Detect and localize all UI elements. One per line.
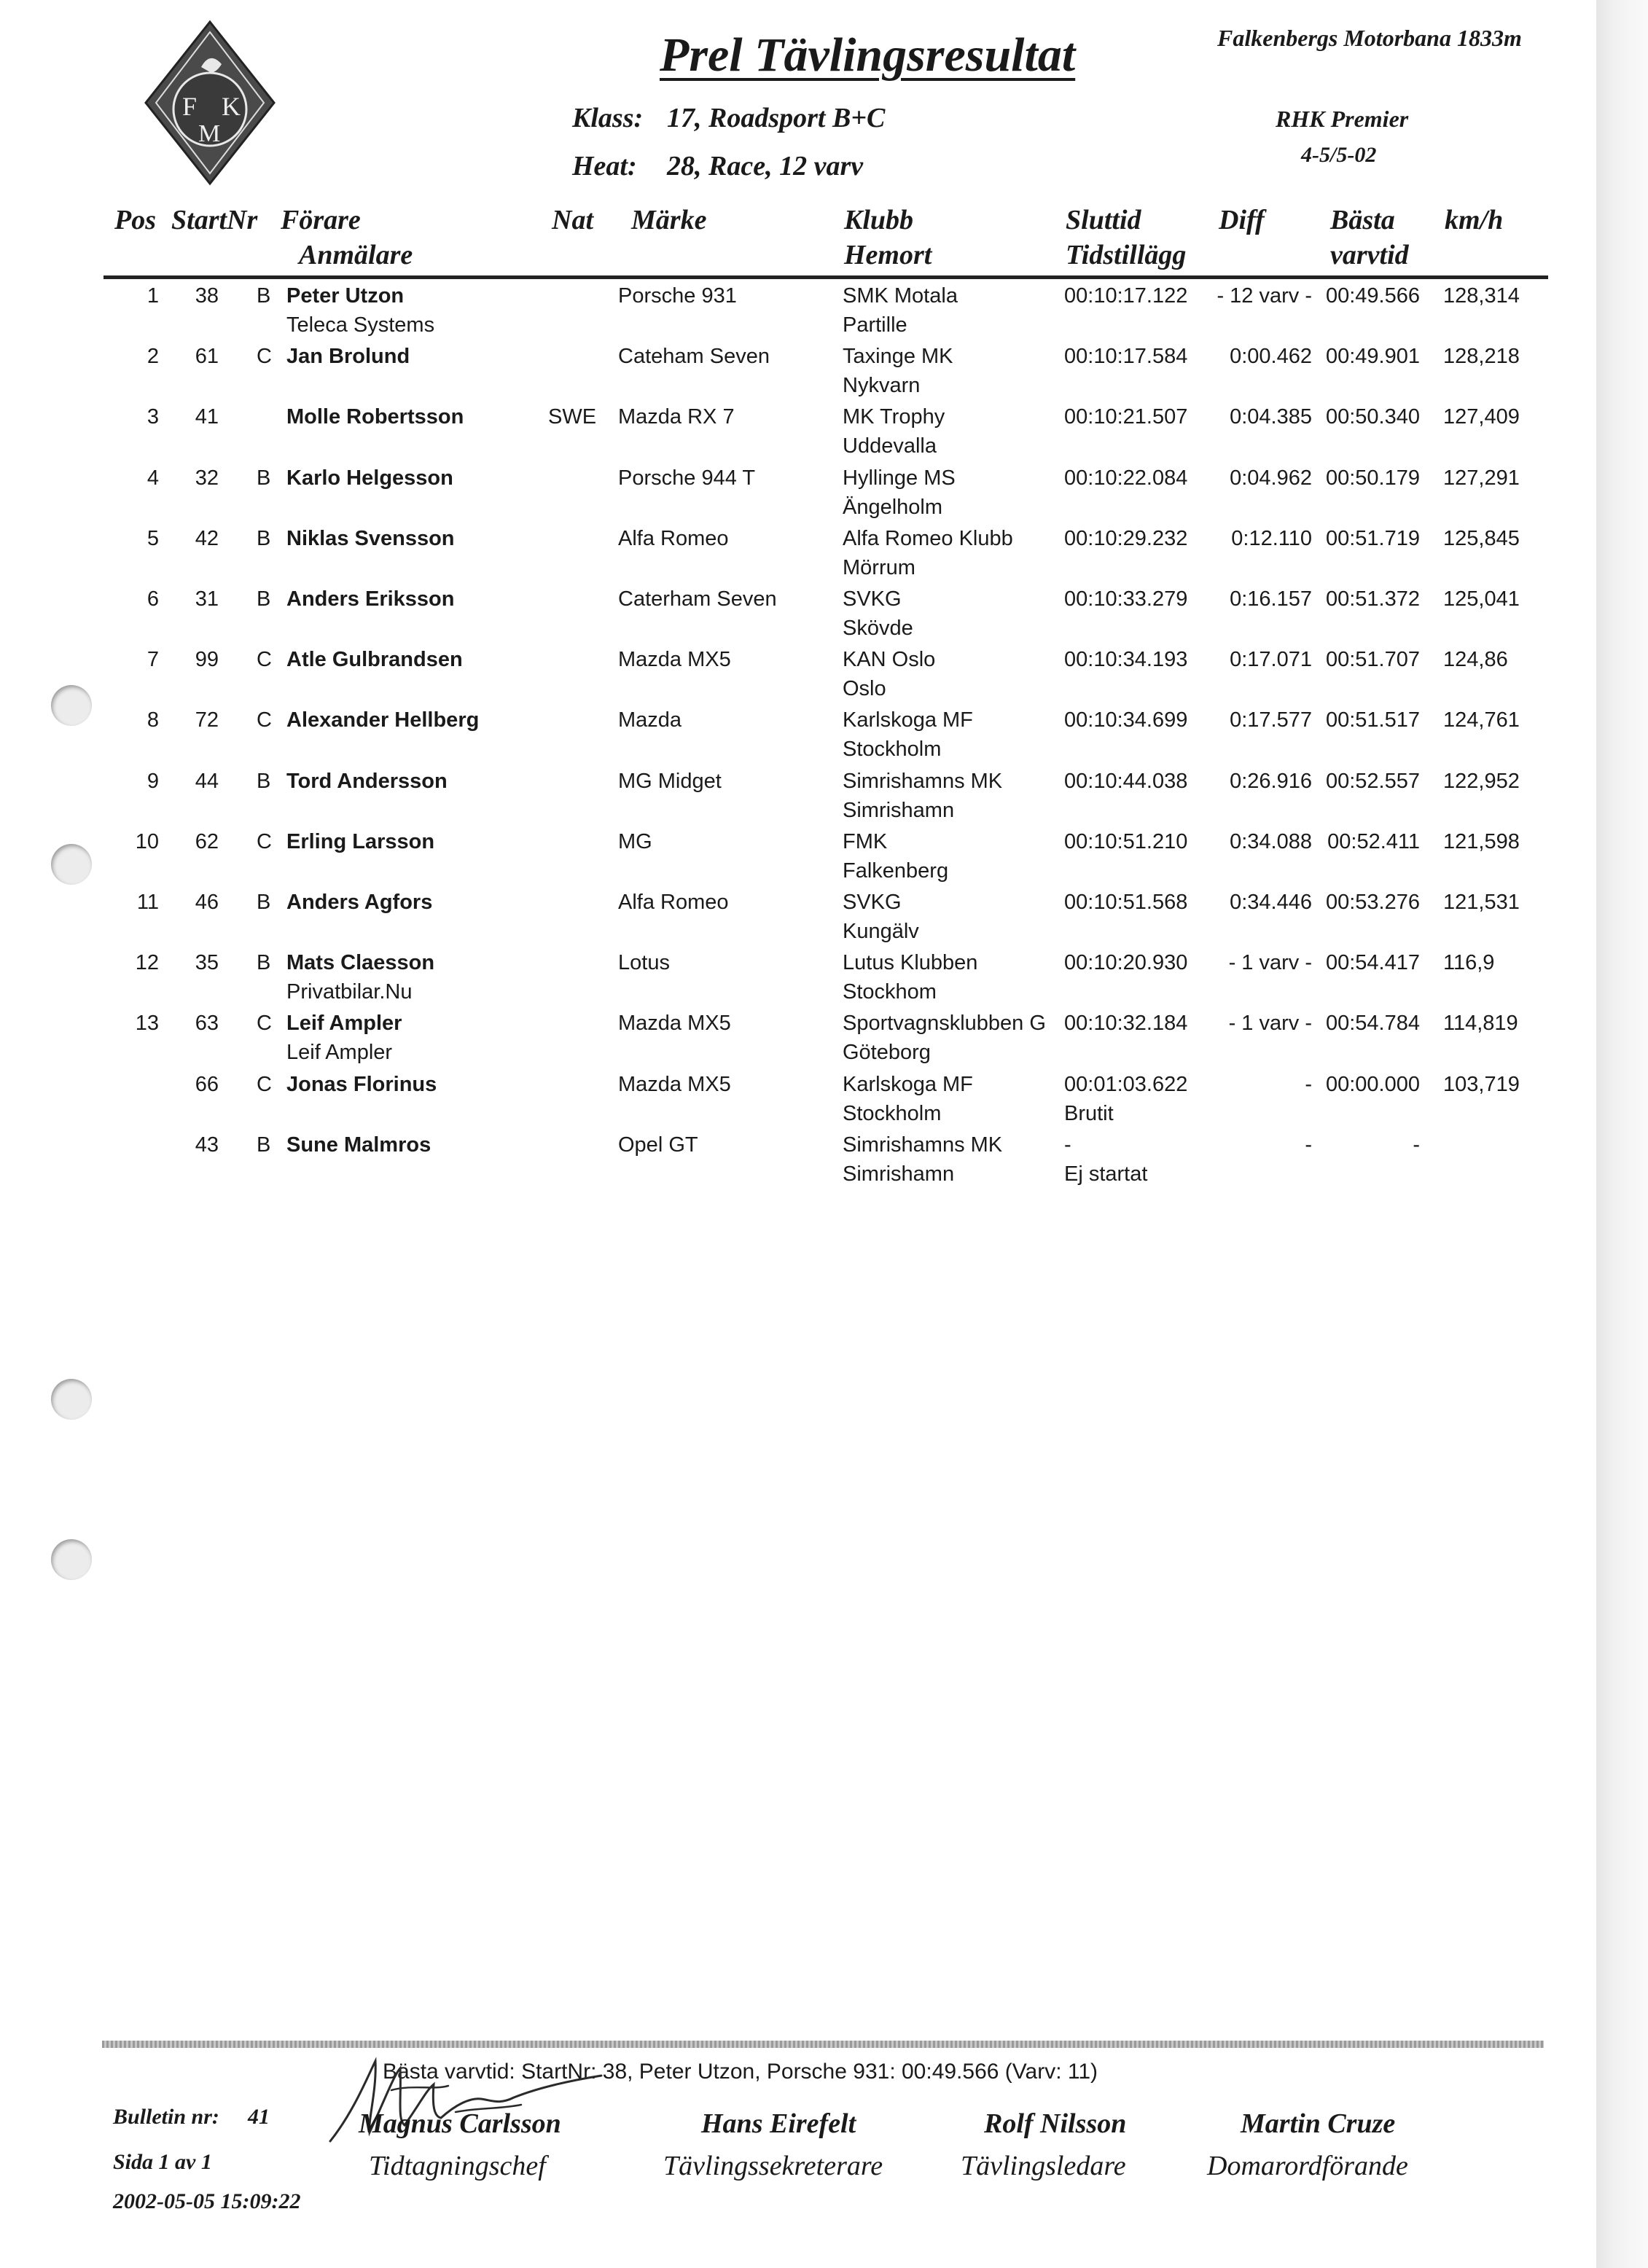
- pos-cell: 13: [135, 1012, 159, 1036]
- sluttid-cell: 00:10:44.038: [1064, 769, 1188, 793]
- kmh-cell: 127,291: [1443, 466, 1520, 490]
- basta-cell: 00:50.340: [1325, 405, 1420, 429]
- punch-hole-4: [51, 1539, 92, 1580]
- kmh-cell: 128,218: [1443, 345, 1520, 369]
- klass-cell: C: [257, 345, 272, 369]
- klass-cell: B: [257, 1133, 271, 1157]
- kmh-cell: 116,9: [1443, 951, 1495, 975]
- page-number: Sida 1 av 1: [113, 2150, 212, 2174]
- basta-cell: 00:52.557: [1325, 769, 1420, 793]
- diff-cell: -: [1305, 1072, 1312, 1096]
- klass-cell: B: [257, 769, 271, 793]
- startnr-cell: 42: [195, 526, 219, 550]
- sluttid-cell: 00:10:34.193: [1064, 648, 1188, 672]
- col-hemort: Hemort: [844, 240, 932, 270]
- marke-cell: Opel GT: [618, 1133, 698, 1157]
- kmh-cell: 125,845: [1443, 526, 1520, 550]
- hemort-cell: Uddevalla: [843, 434, 937, 458]
- klubb-cell: Karlskoga MF: [843, 1072, 973, 1096]
- basta-cell: 00:00.000: [1325, 1072, 1420, 1096]
- event-name: RHK Premier: [1276, 106, 1409, 132]
- col-marke: Märke: [631, 205, 707, 235]
- basta-cell: 00:51.707: [1325, 648, 1420, 672]
- hemort-cell: Simrishamn: [843, 1162, 955, 1186]
- pos-cell: 3: [147, 405, 159, 429]
- klubb-cell: Karlskoga MF: [843, 708, 973, 732]
- marke-cell: Mazda MX5: [618, 1012, 731, 1036]
- kmh-cell: 114,819: [1443, 1012, 1518, 1036]
- col-nat: Nat: [552, 205, 593, 235]
- marke-cell: Lotus: [618, 951, 670, 975]
- driver-cell: Karlo Helgesson: [286, 466, 453, 490]
- klubb-cell: SVKG: [843, 587, 902, 611]
- event-date: 4-5/5-02: [1301, 143, 1377, 167]
- diff-cell: 0:12.110: [1231, 526, 1312, 550]
- kmh-cell: 122,952: [1443, 769, 1520, 793]
- sluttid-cell: 00:10:51.568: [1064, 891, 1188, 914]
- diff-cell: - 12 varv -: [1217, 284, 1312, 308]
- tillagg-cell: Ej startat: [1064, 1162, 1148, 1186]
- sluttid-cell: 00:10:33.279: [1064, 587, 1188, 611]
- pos-cell: 11: [136, 891, 159, 914]
- hemort-cell: Partille: [843, 313, 907, 337]
- basta-cell: 00:49.901: [1325, 345, 1420, 369]
- fastest-lap-text: Bästa varvtid: StartNr: 38, Peter Utzon, Porsche 931: 00:49.566 (Varv: 11): [383, 2060, 1098, 2084]
- marke-cell: MG Midget: [618, 769, 722, 793]
- table-row: [0, 466, 1596, 527]
- entrant-cell: Teleca Systems: [286, 313, 435, 337]
- klass-cell: B: [257, 951, 271, 975]
- col-anmalare: Anmälare: [299, 240, 413, 270]
- pos-cell: 12: [135, 951, 159, 975]
- diff-cell: 0:16.157: [1230, 587, 1312, 611]
- hemort-cell: Mörrum: [843, 555, 915, 579]
- driver-cell: Alexander Hellberg: [286, 708, 480, 732]
- driver-cell: Mats Claesson: [286, 951, 435, 975]
- hemort-cell: Falkenberg: [843, 859, 949, 883]
- driver-cell: Sune Malmros: [286, 1133, 431, 1157]
- hemort-cell: Stockholm: [843, 738, 942, 762]
- diff-cell: 0:26.916: [1230, 769, 1312, 793]
- diff-cell: - 1 varv -: [1228, 1012, 1312, 1036]
- startnr-cell: 61: [195, 345, 219, 369]
- klubb-cell: SMK Motala: [843, 284, 958, 308]
- sluttid-cell: 00:10:29.232: [1064, 526, 1188, 550]
- sluttid-cell: 00:10:21.507: [1064, 405, 1188, 429]
- startnr-cell: 41: [195, 405, 219, 429]
- table-row: [0, 770, 1596, 830]
- startnr-cell: 38: [195, 284, 219, 308]
- klass-cell: B: [257, 587, 271, 611]
- marke-cell: MG: [618, 829, 652, 853]
- entrant-cell: Privatbilar.Nu: [286, 980, 413, 1004]
- sluttid-cell: 00:10:22.084: [1064, 466, 1188, 490]
- hemort-cell: Oslo: [843, 677, 886, 701]
- kmh-cell: 128,314: [1443, 284, 1520, 308]
- klubb-cell: KAN Oslo: [843, 648, 936, 672]
- driver-cell: Peter Utzon: [286, 284, 405, 308]
- logo-letter-k: K: [222, 92, 241, 121]
- col-varvtid: varvtid: [1330, 240, 1409, 270]
- punch-hole-3: [51, 1379, 92, 1420]
- logo-letter-f: F: [182, 92, 198, 121]
- diff-cell: 0:04.385: [1230, 405, 1312, 429]
- page-title: Prel Tävlingsresultat: [660, 28, 1076, 82]
- col-kmh: km/h: [1445, 205, 1504, 235]
- startnr-cell: 66: [195, 1072, 219, 1096]
- table-row: [0, 1012, 1596, 1072]
- kmh-cell: 103,719: [1443, 1072, 1520, 1096]
- bulletin-number: 41: [248, 2105, 270, 2129]
- pos-cell: 7: [147, 648, 159, 672]
- official-name-4: Martin Cruze: [1241, 2108, 1396, 2139]
- pos-cell: 2: [147, 345, 159, 369]
- fkm-logo-icon: [143, 19, 277, 187]
- klubb-cell: SVKG: [843, 891, 902, 914]
- marke-cell: Mazda MX5: [618, 1072, 731, 1096]
- table-row: [0, 345, 1596, 405]
- marke-cell: Mazda: [618, 708, 682, 732]
- table-row: [0, 405, 1596, 466]
- marke-cell: Alfa Romeo: [618, 526, 729, 550]
- official-title-2: Tävlingssekreterare: [663, 2151, 883, 2181]
- official-name-3: Rolf Nilsson: [984, 2108, 1127, 2139]
- entrant-cell: Leif Ampler: [286, 1041, 393, 1065]
- table-row: [0, 830, 1596, 891]
- klass-cell: C: [257, 1072, 272, 1096]
- basta-cell: 00:51.372: [1325, 587, 1420, 611]
- kmh-cell: 124,86: [1443, 648, 1508, 672]
- tillagg-cell: Brutit: [1064, 1101, 1114, 1125]
- hemort-cell: Kungälv: [843, 920, 919, 943]
- table-row: [0, 891, 1596, 951]
- klass-cell: B: [257, 891, 271, 914]
- marke-cell: Porsche 944 T: [618, 466, 756, 490]
- startnr-cell: 46: [195, 891, 219, 914]
- basta-cell: 00:54.784: [1325, 1012, 1420, 1036]
- pos-cell: 9: [147, 769, 159, 793]
- col-forare: Förare: [281, 205, 361, 235]
- bulletin-label: Bulletin nr:: [113, 2105, 219, 2129]
- klass-label: Klass:: [572, 103, 644, 133]
- driver-cell: Tord Andersson: [286, 769, 448, 793]
- basta-cell: 00:52.411: [1327, 829, 1420, 853]
- page-edge-shadow: [1596, 0, 1648, 2268]
- diff-cell: 0:34.088: [1230, 829, 1312, 853]
- table-row: [0, 587, 1596, 648]
- pos-cell: 8: [147, 708, 159, 732]
- heat-label: Heat:: [572, 151, 637, 181]
- sluttid-cell: 00:10:17.584: [1064, 345, 1188, 369]
- hemort-cell: Simrishamn: [843, 798, 955, 822]
- driver-cell: Jan Brolund: [286, 345, 410, 369]
- startnr-cell: 99: [195, 648, 219, 672]
- table-row: [0, 708, 1596, 769]
- basta-cell: 00:50.179: [1325, 466, 1420, 490]
- kmh-cell: 121,531: [1443, 891, 1520, 914]
- startnr-cell: 31: [195, 587, 219, 611]
- klass-cell: C: [257, 648, 272, 672]
- hemort-cell: Göteborg: [843, 1041, 931, 1065]
- diff-cell: 0:17.071: [1230, 648, 1312, 672]
- header-rule: [104, 275, 1548, 279]
- basta-cell: 00:51.719: [1325, 526, 1420, 550]
- startnr-cell: 32: [195, 466, 219, 490]
- footer-rule: [102, 2041, 1544, 2048]
- klubb-cell: Lutus Klubben: [843, 951, 978, 975]
- driver-cell: Leif Ampler: [286, 1012, 402, 1036]
- klass-cell: C: [257, 1012, 272, 1036]
- sluttid-cell: -: [1064, 1133, 1071, 1157]
- marke-cell: Mazda MX5: [618, 648, 731, 672]
- kmh-cell: 121,598: [1443, 829, 1520, 853]
- driver-cell: Anders Agfors: [286, 891, 433, 914]
- kmh-cell: 127,409: [1443, 405, 1520, 429]
- kmh-cell: 124,761: [1443, 708, 1520, 732]
- hemort-cell: Ängelholm: [843, 495, 943, 519]
- klass-value: 17, Roadsport B+C: [667, 103, 886, 133]
- marke-cell: Caterham Seven: [618, 587, 777, 611]
- table-row: [0, 648, 1596, 708]
- driver-cell: Anders Eriksson: [286, 587, 455, 611]
- startnr-cell: 62: [195, 829, 219, 853]
- pos-cell: 6: [147, 587, 159, 611]
- col-diff: Diff: [1219, 205, 1265, 235]
- heat-value: 28, Race, 12 varv: [667, 151, 864, 181]
- hemort-cell: Stockhom: [843, 980, 937, 1004]
- startnr-cell: 35: [195, 951, 219, 975]
- table-row: [0, 527, 1596, 587]
- table-row: [0, 1133, 1596, 1194]
- hemort-cell: Skövde: [843, 617, 913, 640]
- klass-cell: C: [257, 829, 272, 853]
- col-tidstillagg: Tidstillägg: [1066, 240, 1187, 270]
- driver-cell: Erling Larsson: [286, 829, 435, 853]
- pos-cell: 4: [147, 466, 159, 490]
- hemort-cell: Stockholm: [843, 1101, 942, 1125]
- basta-cell: 00:53.276: [1325, 891, 1420, 914]
- klubb-cell: FMK: [843, 829, 888, 853]
- klubb-cell: Simrishamns MK: [843, 769, 1003, 793]
- marke-cell: Porsche 931: [618, 284, 737, 308]
- marke-cell: Mazda RX 7: [618, 405, 735, 429]
- pos-cell: 10: [135, 829, 159, 853]
- print-timestamp: 2002-05-05 15:09:22: [113, 2189, 301, 2213]
- col-klubb: Klubb: [844, 205, 914, 235]
- sluttid-cell: 00:10:20.930: [1064, 951, 1188, 975]
- basta-cell: -: [1413, 1133, 1420, 1157]
- sluttid-cell: 00:10:17.122: [1064, 284, 1188, 308]
- diff-cell: 0:17.577: [1230, 708, 1312, 732]
- klubb-cell: Sportvagnsklubben G: [843, 1012, 1046, 1036]
- startnr-cell: 44: [195, 769, 219, 793]
- basta-cell: 00:49.566: [1325, 284, 1420, 308]
- startnr-cell: 72: [195, 708, 219, 732]
- startnr-cell: 63: [195, 1012, 219, 1036]
- kmh-cell: 125,041: [1443, 587, 1520, 611]
- klass-cell: B: [257, 466, 271, 490]
- sluttid-cell: 00:10:51.210: [1064, 829, 1188, 853]
- driver-cell: Jonas Florinus: [286, 1072, 437, 1096]
- official-name-1: Magnus Carlsson: [359, 2108, 561, 2139]
- marke-cell: Alfa Romeo: [618, 891, 729, 914]
- diff-cell: -: [1305, 1133, 1312, 1157]
- official-title-1: Tidtagningschef: [369, 2151, 546, 2181]
- klubb-cell: Alfa Romeo Klubb: [843, 526, 1013, 550]
- klubb-cell: Taxinge MK: [843, 345, 953, 369]
- klubb-cell: Hyllinge MS: [843, 466, 956, 490]
- logo-letter-m: M: [198, 120, 221, 147]
- klass-cell: B: [257, 284, 271, 308]
- klubb-cell: MK Trophy: [843, 405, 945, 429]
- col-sluttid: Sluttid: [1066, 205, 1141, 235]
- diff-cell: 0:34.446: [1230, 891, 1312, 914]
- klass-cell: C: [257, 708, 272, 732]
- driver-cell: Niklas Svensson: [286, 526, 455, 550]
- hemort-cell: Nykvarn: [843, 374, 921, 398]
- official-title-3: Tävlingsledare: [961, 2151, 1126, 2181]
- diff-cell: 0:00.462: [1230, 345, 1312, 369]
- diff-cell: 0:04.962: [1230, 466, 1312, 490]
- sluttid-cell: 00:01:03.622: [1064, 1072, 1188, 1096]
- table-row: [0, 1073, 1596, 1133]
- klass-cell: B: [257, 526, 271, 550]
- col-pos: Pos: [114, 205, 156, 235]
- official-title-4: Domarordförande: [1207, 2151, 1408, 2181]
- col-startnr: StartNr: [171, 205, 258, 235]
- diff-cell: - 1 varv -: [1228, 951, 1312, 975]
- driver-cell: Atle Gulbrandsen: [286, 648, 463, 672]
- pos-cell: 1: [147, 284, 159, 308]
- klubb-cell: Simrishamns MK: [843, 1133, 1003, 1157]
- startnr-cell: 43: [195, 1133, 219, 1157]
- col-basta: Bästa: [1330, 205, 1395, 235]
- basta-cell: 00:51.517: [1325, 708, 1420, 732]
- nat-cell: SWE: [548, 405, 597, 429]
- basta-cell: 00:54.417: [1325, 951, 1420, 975]
- venue-label: Falkenbergs Motorbana 1833m: [1217, 25, 1522, 51]
- official-name-2: Hans Eirefelt: [701, 2108, 856, 2139]
- marke-cell: Cateham Seven: [618, 345, 770, 369]
- table-row: [0, 951, 1596, 1012]
- pos-cell: 5: [147, 526, 159, 550]
- sluttid-cell: 00:10:32.184: [1064, 1012, 1188, 1036]
- table-row: [0, 284, 1596, 345]
- sluttid-cell: 00:10:34.699: [1064, 708, 1188, 732]
- driver-cell: Molle Robertsson: [286, 405, 464, 429]
